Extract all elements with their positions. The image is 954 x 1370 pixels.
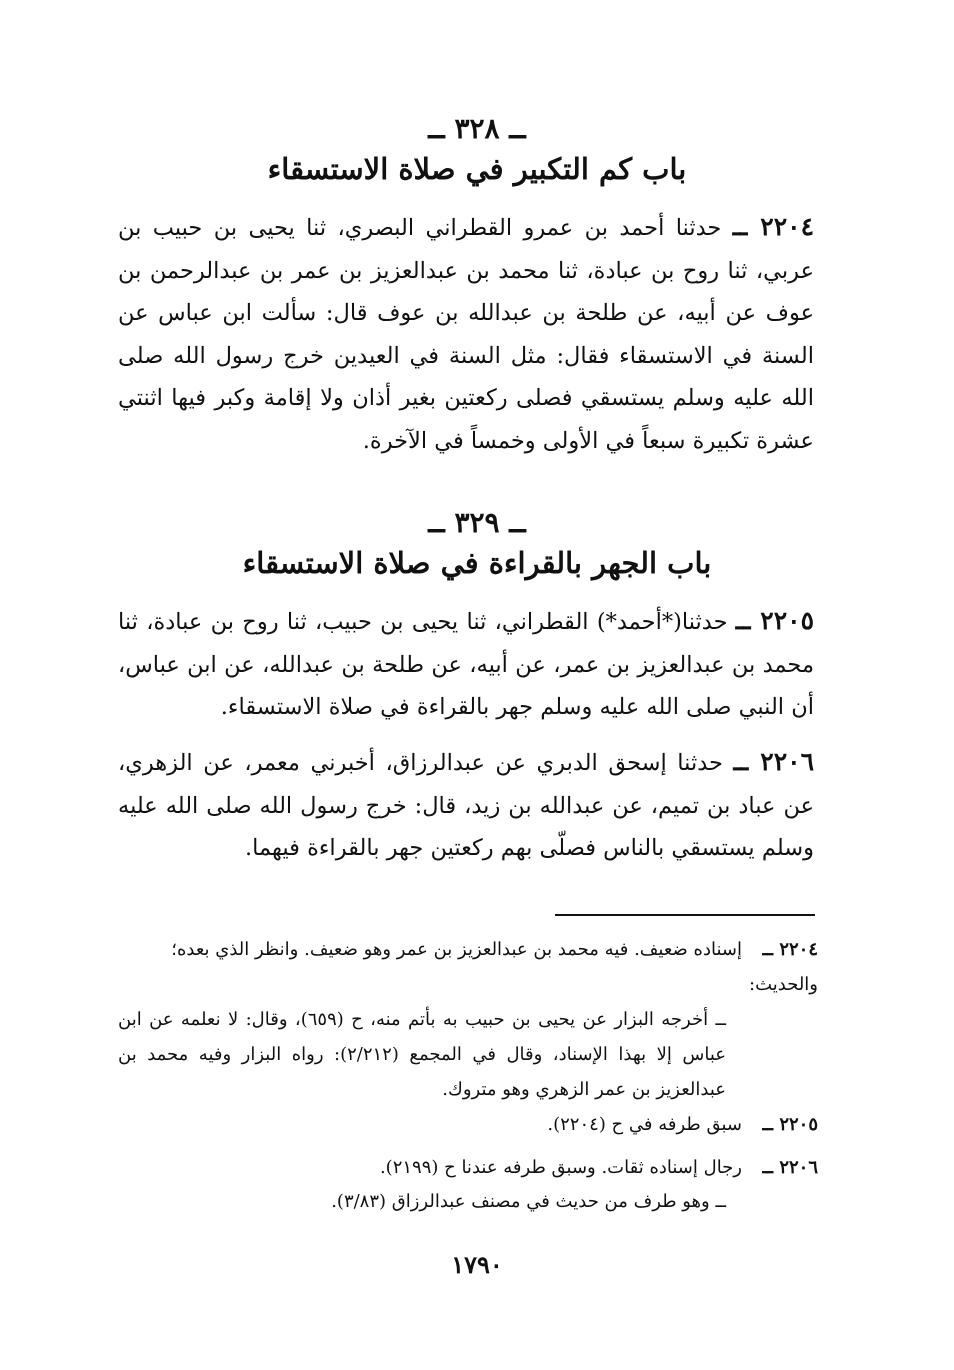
footnote-text: رجال إسناده ثقات. وسبق طرفه عندنا ح (٢١٩٩). [379,1157,742,1178]
chapter-number: ــ ٣٢٩ ــ [428,506,526,539]
chapter-title: باب الجهر بالقراءة في صلاة الاستسقاء [242,546,712,580]
footnote-text: سبق طرفه في ح (٢٢٠٤). [547,1114,742,1135]
footnote-text: ــ وهو طرف من حديث في مصنف عبدالرزاق (٣/٨٣). [331,1191,726,1212]
hadith-text: حدثنا إسحق الدبري عن عبدالرزاق، أخبرني معمر، عن الزهري، عن عباد بن تميم، عن عبدالله بن زيد، قال: خرج رسول الله صلى الله عليه وسلم يستسقي بالناس فصلّى بهم ركعتين جهر بالقراءة فيهما. [118,750,814,861]
footnote [118,1107,818,1142]
footnote-number: ٢٢٠٥ ــ [762,1114,818,1135]
footnote-number: ٢٢٠٦ ــ [762,1157,818,1178]
hadith-text: حدثنا(*أحمد*) القطراني، ثنا يحيى بن حبيب، ثنا روح بن عبادة، ثنا محمد بن عبدالعزيز بن عمر، عن أبيه، عن طلحة بن عبدالله، عن ابن عباس، أن النبي صلى الله عليه وسلم جهر بالقراءة في صلاة الاستسقاء. [118,609,814,720]
chapter-number: ــ ٣٢٨ ــ [428,112,526,145]
footnote [118,1002,818,1107]
footnote-text: ــ أخرجه البزار عن يحيى بن حبيب به بأتم منه، ح (٦٥٩)، وقال: لا نعلمه عن ابن عباس إلا بهذا الإسناد، وقال في المجمع (٢/٢١٢): رواه البزار وفيه محمد بن عبدالعزيز بن عمر الزهري وهو متروك. [118,1009,727,1100]
footnote [118,1184,818,1219]
hadith-text: حدثنا أحمد بن عمرو القطراني البصري، ثنا يحيى بن حبيب بن عربي، ثنا روح بن عبادة، ثنا محمد بن عبدالعزيز بن عمر بن عبدالرحمن بن عوف عن أبيه، عن طلحة بن عبدالله بن عوف قال: سألت ابن عباس عن السنة في الاستسقاء فقال: مثل السنة في العيدين خرج رسول الله صلى الله عليه وسلم يستسقي فصلى ركعتين بغير أذان ولا إقامة وكبر فيها اثنتي عشرة تكبيرة سبعاً في الأولى وخمساً في الآخرة. [118,215,815,454]
hadith-paragraph [118,741,814,870]
footnote [118,932,818,1002]
page-number: ١٧٩٠ [451,1250,503,1279]
hadith-paragraph [118,600,814,729]
footnote-divider [555,914,815,916]
hadith-number: ٢٢٠٤ ــ [732,212,814,241]
footnote [118,1150,818,1185]
footnote-text: إسناده ضعيف. فيه محمد بن عبدالعزيز بن عمر وهو ضعيف. وانظر الذي بعده؛ والحديث: [171,939,818,995]
hadith-number: ٢٢٠٦ ــ [733,747,815,776]
footnote-number: ٢٢٠٤ ــ [762,939,818,960]
hadith-paragraph [118,206,814,462]
chapter-title: باب كم التكبير في صلاة الاستسقاء [267,152,687,186]
hadith-number: ٢٢٠٥ ــ [735,606,815,635]
